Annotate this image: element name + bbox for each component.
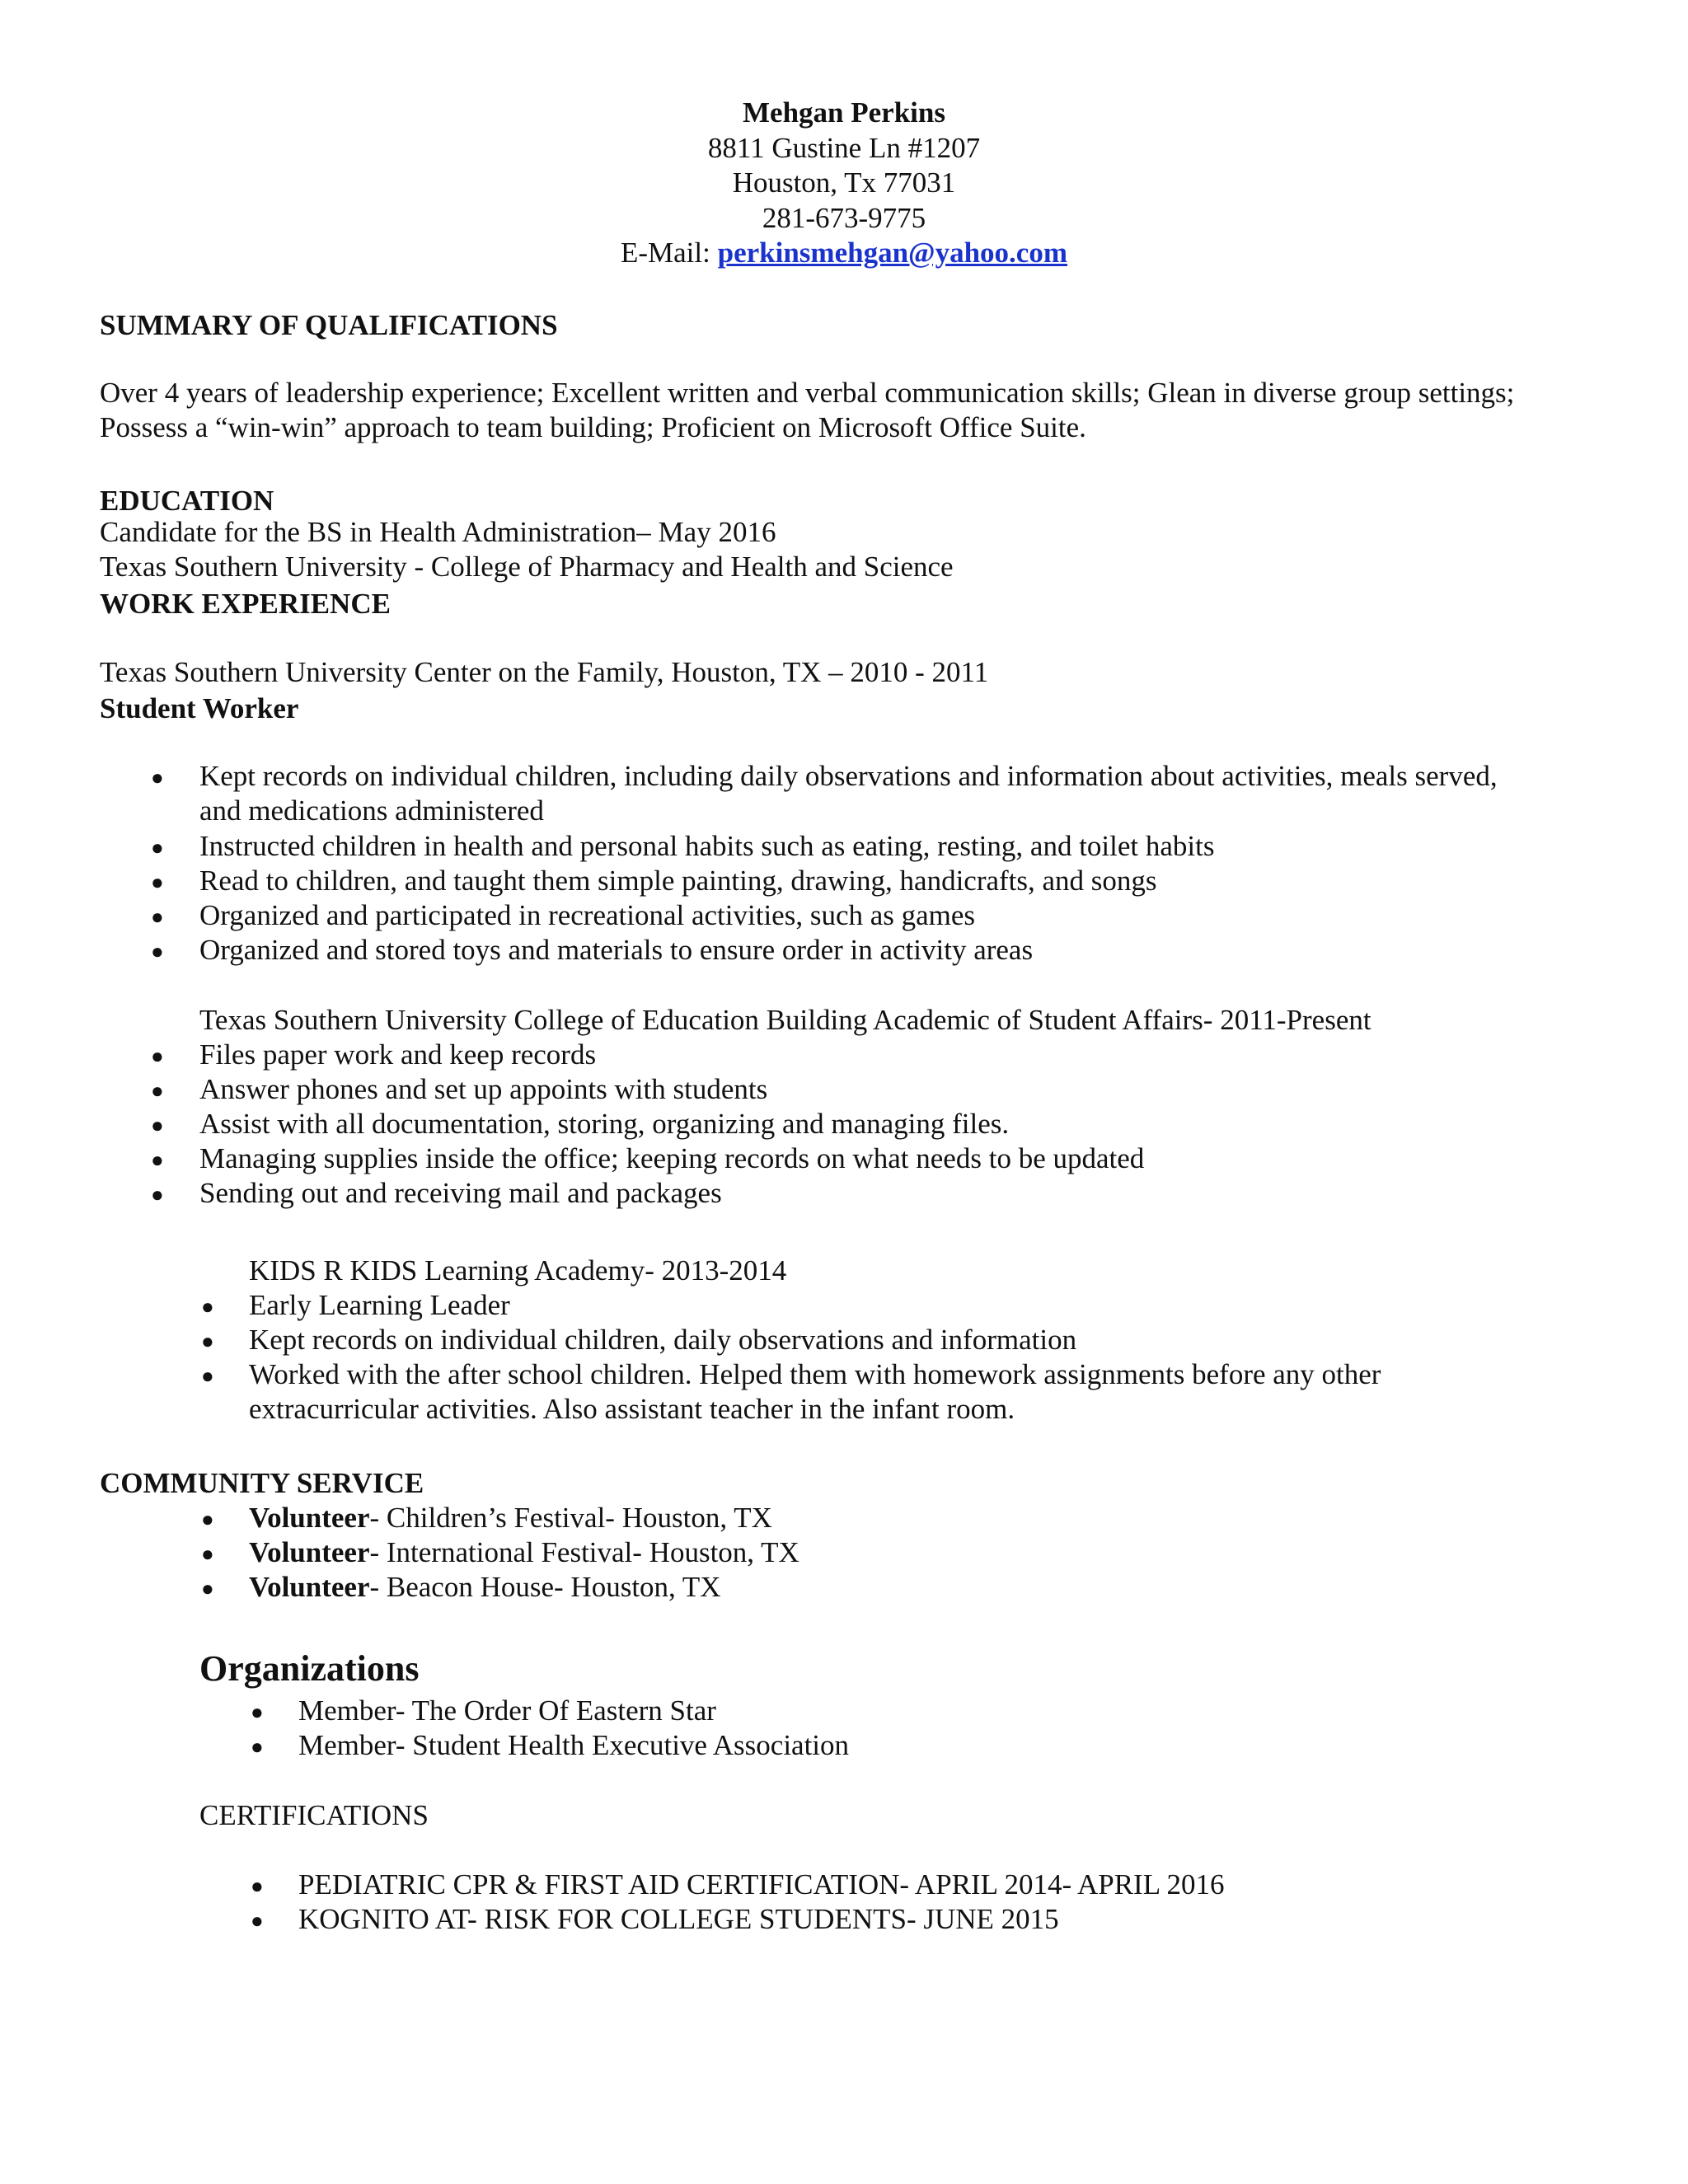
bullet-icon: ● [151, 1079, 164, 1103]
education-heading: EDUCATION [100, 485, 274, 517]
bullet-icon: ● [251, 1735, 264, 1759]
education-school: Texas Southern University - College of Pharmacy and Health and Science [100, 551, 954, 583]
job2-bullet-4: Managing supplies inside the office; keeping records on what needs to be updated [199, 1142, 1145, 1174]
community-detail: - Children’s Festival- Houston, TX [369, 1502, 772, 1534]
community-detail: - International Festival- Houston, TX [369, 1536, 799, 1568]
bullet-icon: ● [151, 766, 164, 790]
bullet-icon: ● [201, 1329, 214, 1353]
bullet-icon: ● [151, 1044, 164, 1068]
job2-bullet-5: Sending out and receiving mail and packages [199, 1177, 722, 1209]
email-line [0, 236, 1688, 271]
email-label: E-Mail: [620, 237, 710, 269]
job3-employer: KIDS R KIDS Learning Academy- 2013-2014 [249, 1254, 787, 1286]
community-role: Volunteer [249, 1536, 370, 1568]
organization-item-2: Member- Student Health Executive Association [298, 1729, 850, 1761]
bullet-icon: ● [201, 1507, 214, 1531]
community-role: Volunteer [249, 1571, 370, 1603]
bullet-icon: ● [201, 1364, 214, 1388]
community-item-2 [249, 1535, 799, 1570]
community-role: Volunteer [249, 1502, 370, 1534]
bullet-icon: ● [251, 1700, 264, 1724]
job3-bullet-1: Early Learning Leader [249, 1289, 510, 1321]
bullet-icon: ● [151, 940, 164, 963]
job1-bullet-4: Organized and participated in recreational activities, such as games [199, 899, 976, 931]
bullet-icon: ● [151, 836, 164, 860]
job1-title: Student Worker [100, 692, 299, 724]
job1-bullet-5: Organized and stored toys and materials to ensure order in activity areas [199, 934, 1034, 966]
bullet-icon: ● [151, 1148, 164, 1172]
job2-bullet-2: Answer phones and set up appoints with students [199, 1073, 768, 1105]
bullet-icon: ● [201, 1295, 214, 1319]
certification-item-2: KOGNITO AT- RISK FOR COLLEGE STUDENTS- JUNE 2015 [298, 1903, 1059, 1935]
organization-item-1: Member- The Order Of Eastern Star [298, 1694, 716, 1727]
job1-bullet-1-cont: and medications administered [199, 794, 544, 827]
job2-employer: Texas Southern University College of Education Building Academic of Student Affairs- 2011-Present [199, 1004, 1372, 1036]
education-degree: Candidate for the BS in Health Administration– May 2016 [100, 516, 776, 548]
bullet-icon: ● [201, 1577, 214, 1601]
community-item-3 [249, 1570, 721, 1605]
bullet-icon: ● [251, 1909, 264, 1933]
community-detail: - Beacon House- Houston, TX [369, 1571, 721, 1603]
job1-bullet-2: Instructed children in health and personal habits such as eating, resting, and toilet habits [199, 830, 1215, 862]
community-service-heading: COMMUNITY SERVICE [100, 1467, 424, 1499]
address-line-1: 8811 Gustine Ln #1207 [707, 131, 981, 164]
job2-bullet-3: Assist with all documentation, storing, organizing and managing files. [199, 1108, 1010, 1140]
certification-item-1: PEDIATRIC CPR & FIRST AID CERTIFICATION- APRIL 2014- APRIL 2016 [298, 1868, 1225, 1900]
bullet-icon: ● [151, 1113, 164, 1137]
organizations-heading: Organizations [199, 1648, 420, 1689]
phone-number: 281-673-9775 [762, 201, 926, 234]
contact-header [0, 96, 1688, 271]
bullet-icon: ● [201, 1542, 214, 1566]
job1-bullet-3: Read to children, and taught them simple painting, drawing, handicrafts, and songs [199, 865, 1157, 897]
bullet-icon: ● [151, 870, 164, 894]
job3-bullet-2: Kept records on individual children, daily observations and information [249, 1324, 1077, 1356]
job1-employer: Texas Southern University Center on the Family, Houston, TX – 2010 - 2011 [100, 656, 989, 688]
community-item-1 [249, 1501, 772, 1535]
summary-line-1: Over 4 years of leadership experience; Excellent written and verbal communication skills; Glean in diverse group settings; [100, 377, 1515, 409]
work-experience-heading: WORK EXPERIENCE [100, 588, 391, 620]
bullet-icon: ● [251, 1874, 264, 1898]
applicant-name: Mehgan Perkins [743, 96, 945, 129]
email-link[interactable]: perkinsmehgan@yahoo.com [717, 237, 1068, 269]
job1-bullet-1: Kept records on individual children, including daily observations and information about activities, meals served, [199, 760, 1498, 792]
summary-line-2: Possess a “win-win” approach to team building; Proficient on Microsoft Office Suite. [100, 411, 1086, 443]
bullet-icon: ● [151, 1183, 164, 1207]
job3-bullet-3: Worked with the after school children. Helped them with homework assignments before any other [249, 1358, 1381, 1390]
address-line-2: Houston, Tx 77031 [732, 166, 956, 199]
certifications-heading: CERTIFICATIONS [199, 1799, 429, 1831]
bullet-icon: ● [151, 905, 164, 929]
summary-heading: SUMMARY OF QUALIFICATIONS [100, 309, 558, 341]
job3-bullet-3-cont: extracurricular activities. Also assistant teacher in the infant room. [249, 1393, 1015, 1425]
job2-bullet-1: Files paper work and keep records [199, 1038, 597, 1071]
